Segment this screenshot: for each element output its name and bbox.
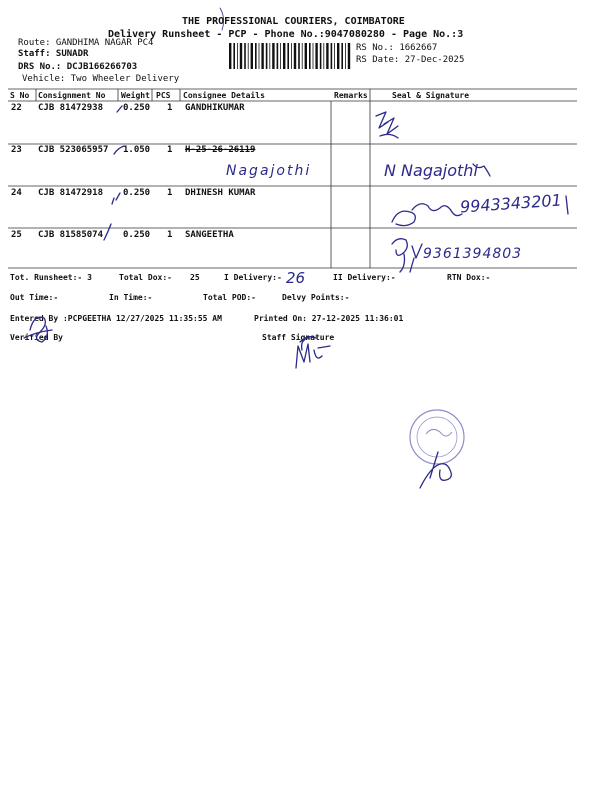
row-sno: 24: [11, 188, 22, 198]
total-dox-value: 25: [190, 273, 200, 282]
row-consignee: DHINESH KUMAR: [185, 188, 256, 198]
drs-number: DRS No.: DCJB166266703: [18, 62, 138, 72]
col-header-sno: S No: [10, 91, 30, 100]
in-time-label: In Time:-: [109, 293, 153, 302]
signature-mark-row24: [566, 196, 568, 214]
tick-mark: [112, 193, 120, 204]
row-consignment: CJB 81472918: [38, 188, 104, 198]
row-weight: 0.250: [123, 103, 151, 113]
row-consignee: GANDHIKUMAR: [185, 103, 245, 113]
staff-signature: [296, 338, 330, 368]
row-signature: 9943343201: [459, 190, 563, 217]
signature-mark-row25: [392, 239, 422, 272]
vehicle-label: Vehicle: Two Wheeler Delivery: [22, 74, 180, 84]
row-consignee: SANGEETHA: [185, 230, 234, 240]
route-label: Route: GANDHIMA NAGAR PC4: [18, 38, 154, 48]
row-pcs: 1: [167, 145, 173, 155]
col-header-seal-signature: Seal & Signature: [392, 91, 470, 100]
tot-runsheet: Tot. Runsheet:- 3: [10, 273, 92, 282]
row-weight: 0.250: [123, 188, 151, 198]
row-sno: 25: [11, 230, 22, 240]
staff-signature-label: Staff Signature: [262, 333, 335, 342]
verified-by: Verified By: [10, 333, 63, 342]
company-name: THE PROFESSIONAL COURIERS, COIMBATORE: [182, 16, 405, 27]
row-sno: 22: [11, 103, 22, 113]
col-header-consignment: Consignment No: [38, 91, 106, 100]
entered-by-signature: [24, 317, 52, 342]
col-header-pcs: PCS: [156, 91, 171, 100]
handwritten-consignee: Nagajothi: [226, 163, 312, 179]
tick-mark: [104, 224, 111, 240]
row-signature: 9361394803: [423, 246, 523, 262]
rs-date: RS Date: 27-Dec-2025: [356, 55, 465, 65]
row-pcs: 1: [167, 103, 173, 113]
total-pod-label: Total POD:-: [203, 293, 256, 302]
row-consignment: CJB 81585074: [38, 230, 104, 240]
row-consignment: CJB 523065957: [38, 145, 109, 155]
signature-mark-row22: [376, 112, 398, 138]
row-signature: N Nagajothi: [384, 161, 478, 180]
row-weight: 1.050: [123, 145, 151, 155]
stamp-signature: [420, 452, 451, 488]
row-sno: 23: [11, 145, 22, 155]
col-header-consignee: Consignee Details: [183, 91, 265, 100]
tick-mark: [114, 146, 124, 154]
out-time-label: Out Time:-: [10, 293, 59, 302]
i-delivery-label: I Delivery:-: [224, 273, 282, 282]
staff-label: Staff: SUNADR: [18, 49, 89, 59]
runsheet-title: Delivery Runsheet - PCP - Phone No.:9047080280 - Page No.:3: [108, 29, 464, 40]
entered-by: Entered By :PCPGEETHA 12/27/2025 11:35:55 AM: [10, 314, 222, 323]
rtn-dox-label: RTN Dox:-: [447, 273, 491, 282]
row-consignee: H-25-26-26119: [185, 145, 256, 155]
rs-number: RS No.: 1662667: [356, 43, 438, 53]
col-header-weight: Weight: [121, 91, 150, 100]
signature-flourish: [473, 164, 490, 176]
total-dox-label: Total Dox:-: [119, 273, 172, 282]
delvy-points-label: Delvy Points:-: [282, 293, 350, 302]
printed-on: Printed On: 27-12-2025 11:36:01: [254, 314, 404, 323]
tick-mark: [117, 106, 122, 112]
row-weight: 0.250: [123, 230, 151, 240]
i-delivery-handwritten: 26: [286, 269, 306, 287]
col-header-remarks: Remarks: [334, 91, 368, 100]
row-pcs: 1: [167, 188, 173, 198]
ii-delivery-label: II Delivery:-: [333, 273, 396, 282]
row-pcs: 1: [167, 230, 173, 240]
signature-mark-row24: [392, 204, 462, 226]
row-consignment: CJB 81472938: [38, 103, 104, 113]
